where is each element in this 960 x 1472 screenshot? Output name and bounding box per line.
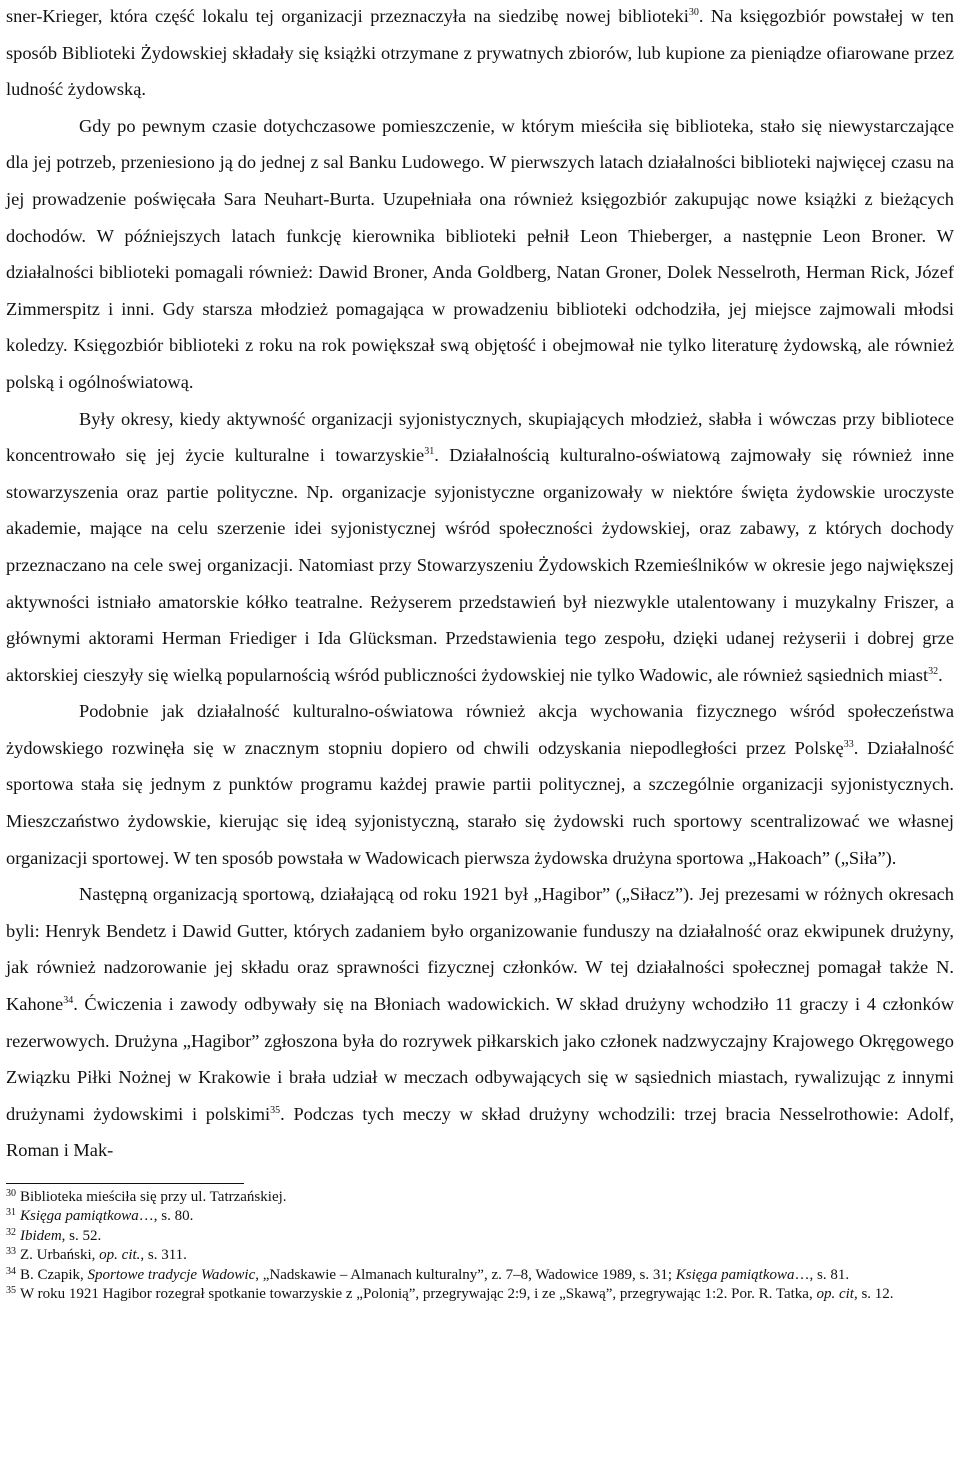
footnote-number: 30 <box>6 1188 16 1199</box>
footnote-text: , s. 311. <box>140 1247 187 1264</box>
footnote <box>6 1188 954 1207</box>
text-run: sner-Krieger, która część lokalu tej organizacji przeznaczyła na siedzibę nowej biblioteki <box>6 6 689 26</box>
text-run: . <box>938 664 943 685</box>
text-run: Były okresy, kiedy aktywność organizacji syjonistycznych, skupiających młodzież, słabła i wówczas przy bibliotece koncentrowało się jej życie kulturalne i towarzyskie <box>6 408 954 466</box>
footnote-separator <box>6 1183 244 1184</box>
footnote-number: 32 <box>6 1226 16 1238</box>
document-page <box>6 0 954 1304</box>
footnote-text: B. Czapik, <box>20 1266 88 1283</box>
footnote-reference: 32 <box>928 665 939 677</box>
footnotes <box>6 1188 954 1304</box>
text-run: Następną organizacją sportową, działającą od roku 1921 był „Hagibor” („Siłacz”). Jej prezesami w różnych okresach byli: Henryk Bendetz i Dawid Gutter, których zadaniem było organizowanie funduszy na działalność oraz ekwipunek drużyny, jak również nadzorowanie jej składu oraz sprawności fizycznej członków. W tej działalności społecznej pomagał także N. Kahone <box>6 884 954 1015</box>
footnote-reference: 34 <box>63 995 74 1007</box>
footnote-text: Biblioteka mieściła się przy ul. Tatrzańskiej. <box>20 1189 287 1205</box>
footnote-text: , „Nadskawie – Almanach kulturalny”, z. 7–8, Wadowice 1989, s. 31; <box>255 1266 676 1283</box>
footnote-reference: 31 <box>424 446 435 458</box>
footnote-text: Księga pamiątkowa <box>675 1266 795 1283</box>
body-text <box>6 0 954 1169</box>
paragraph <box>6 401 954 694</box>
footnote <box>6 1227 954 1246</box>
footnote-number: 34 <box>6 1265 16 1277</box>
footnote <box>6 1246 954 1265</box>
paragraph <box>6 0 954 108</box>
footnote-text: op. cit <box>816 1286 854 1303</box>
footnote-text: Z. Urbański, <box>20 1247 100 1264</box>
footnote-number: 35 <box>6 1285 16 1297</box>
footnote-reference: 33 <box>843 738 854 750</box>
text-run: . Ćwiczenia i zawody odbywały się na Błoniach wadowickich. W skład drużyny wchodziło 11 graczy i 4 członków rezerwowych. Drużyna „Hagibor” zgłoszona była do rozrywek piłkarskich jako członek nadzwyczajny Krajowego Okręgowego Związku Piłki Nożnej w Krakowie i brała udział w meczach odbywających się w sąsiednich miastach, rywalizując z innymi drużynami żydowskimi i polskimi <box>6 994 954 1124</box>
text-run: Podobnie jak działalność kulturalno-oświatowa również akcja wychowania fizycznego wśród społeczeństwa żydowskiego rozwinęła się w znacznym stopniu dopiero od chwili odzyskania niepodległości przez Polskę <box>6 701 954 758</box>
footnote-text: op. cit. <box>99 1247 141 1264</box>
footnote-text: …, s. 80. <box>138 1208 194 1225</box>
footnote-text: Sportowe tradycje Wadowic <box>87 1266 256 1283</box>
paragraph <box>6 876 954 1169</box>
footnote <box>6 1285 954 1304</box>
footnote-number: 31 <box>6 1207 16 1219</box>
text-run: Gdy po pewnym czasie dotychczasowe pomieszczenie, w którym mieściła się biblioteka, stało się niewystarczające dla jej potrzeb, przeniesiono ją do jednej z sal Banku Ludowego. W pierwszych latach działalności biblioteki najwięcej czasu na jej prowadzenie poświęcała Sara Neuhart-Burta. Uzupełniała ona również księgozbiór zakupując nowe książki z bieżących dochodów. W późniejszych latach funkcję kierownika biblioteki pełnił Leon Thieberger, a następnie Leon Broner. W działalności biblioteki pomagali również: Dawid Broner, Anda Goldberg, Natan Groner, Dolek Nesselroth, Herman Rick, Józef Zimmerspitz i inni. Gdy starsza młodzież pomagająca w prowadzeniu biblioteki odchodziła, jej miejsce zajmowali młodsi koledzy. Księgozbiór biblioteki z roku na rok powiększał swą objętość i obejmował nie tylko literaturę żydowską, ale również polską i ogólnoświatową. <box>6 115 954 392</box>
text-run: . Działalnością kulturalno-oświatową zajmowały się również inne stowarzyszenia oraz partie polityczne. Np. organizacje syjonistyczne organizowały w niektóre święta żydowskie uroczyste akademie, mające na celu szerzenie idei syjonistycznej wśród społeczności żydowskiej, oraz zabawy, z których dochody przeznaczano na cele swej organizacji. Natomiast przy Stowarzyszeniu Żydowskich Rzemieślników w okresie jego największej aktywności istniało amatorskie kółko teatralne. Reżyserem przedstawień był niezwykle utalentowany i muzykalny Friszer, a głównymi aktorami Herman Friediger i Ida Glücksman. Przedstawienia tego zespołu, dzięki udanej reżyserii i dobrej grze aktorskiej cieszyły się wielką popularnością wśród publiczności żydowskiej nie tylko Wadowic, ale również sąsiednich miast <box>6 445 955 685</box>
footnote-text: , s. 12. <box>853 1286 894 1303</box>
paragraph <box>6 108 954 401</box>
footnote-text: , s. 52. <box>61 1227 102 1244</box>
text-run: . Podczas tych meczy w skład drużyny wchodzili: trzej bracia Nesselrothowie: Adolf, Roman i Mak- <box>6 1103 954 1161</box>
footnote <box>6 1207 954 1226</box>
text-run: . Na księgozbiór powstałej w ten sposób Biblioteki Żydowskiej składały się książki otrzymane z prywatnych zbiorów, lub kupione za pieniądze ofiarowane przez ludność żydowską. <box>6 6 954 100</box>
footnote-text: Ibidem <box>20 1227 62 1244</box>
text-run: . Działalność sportowa stała się jednym z punktów programu każdej prawie partii politycznej, a szczególnie organizacji syjonistycznych. Mieszczaństwo żydowskie, kierując się ideą syjonistyczną, starało się żydowski ruch sportowy scentralizować we własnej organizacji sportowej. W ten sposób powstała w Wadowicach pierwsza żydowska drużyna sportowa „Hakoach” („Siła”). <box>6 737 954 868</box>
footnote-text: Księga pamiątkowa <box>20 1208 139 1225</box>
footnote-reference: 30 <box>688 7 699 18</box>
footnote-reference: 35 <box>270 1104 281 1116</box>
footnote-number: 33 <box>6 1246 16 1258</box>
footnote <box>6 1266 954 1285</box>
paragraph <box>6 693 954 876</box>
footnote-text: W roku 1921 Hagibor rozegrał spotkanie towarzyskie z „Polonią”, przegrywając 2:9, i ze „Skawą”, przegrywając 1:2. Por. R. Tatka, <box>20 1286 817 1303</box>
footnote-text: …, s. 81. <box>794 1266 850 1283</box>
